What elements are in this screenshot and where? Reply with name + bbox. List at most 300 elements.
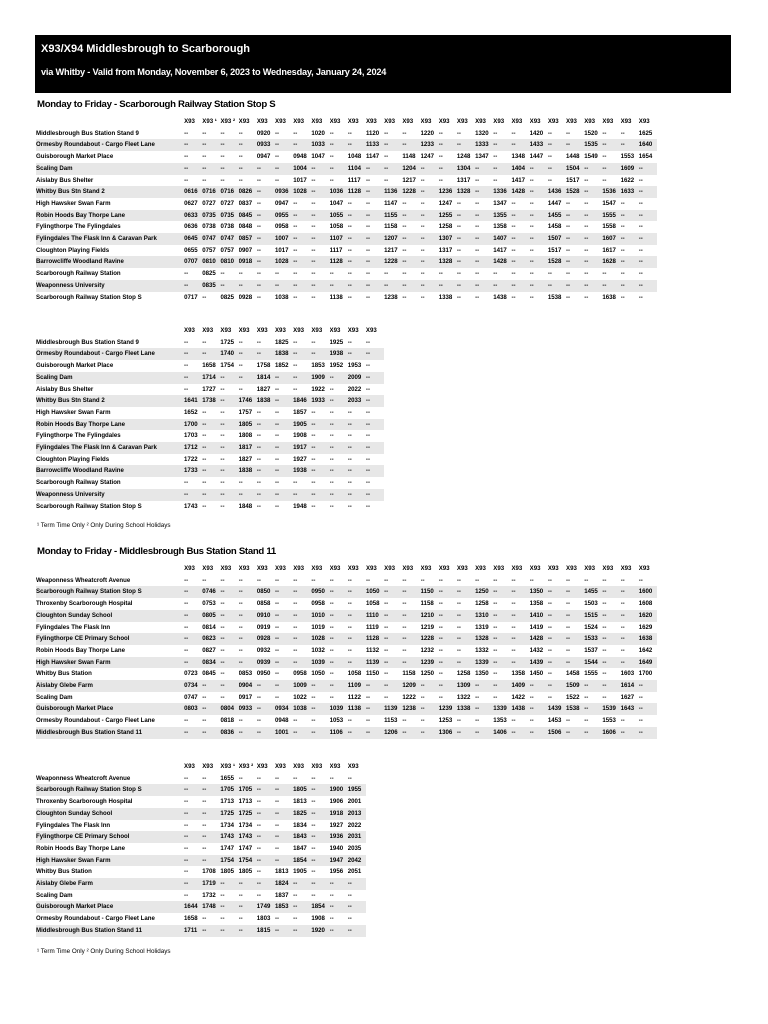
departure-time: 1258 bbox=[438, 223, 453, 231]
stop-name: Weaponness Wheatcroft Avenue bbox=[36, 576, 131, 584]
stop-name: Scaling Dam bbox=[36, 891, 73, 899]
timetable-row bbox=[36, 645, 657, 657]
departure-time: -- bbox=[584, 280, 602, 292]
departure-time: 0933 bbox=[239, 703, 257, 715]
departure-time: -- bbox=[311, 233, 329, 245]
departure-time: -- bbox=[621, 210, 639, 222]
departure-time: -- bbox=[365, 693, 370, 701]
departure-time: -- bbox=[293, 727, 311, 739]
departure-time: 1417 bbox=[511, 176, 525, 184]
departure-time: -- bbox=[293, 657, 311, 669]
departure-time: 1805 bbox=[238, 868, 253, 876]
departure-time: -- bbox=[329, 153, 334, 161]
stop-name: Cloughton Sunday School bbox=[36, 610, 184, 622]
departure-time: -- bbox=[457, 586, 475, 598]
departure-time: 1447 bbox=[529, 153, 544, 161]
stop-name: Fylingthorpe CE Primary School bbox=[36, 831, 184, 843]
departure-time: 1150 bbox=[421, 586, 439, 598]
departure-time: 1848 bbox=[238, 502, 253, 510]
stop-name: High Hawsker Swan Farm bbox=[36, 408, 111, 416]
departure-time: 0747 bbox=[202, 233, 220, 245]
departure-time: 2001 bbox=[347, 798, 362, 806]
departure-time: -- bbox=[220, 680, 238, 692]
departure-time: -- bbox=[475, 199, 480, 207]
departure-time: -- bbox=[202, 727, 220, 739]
stop-name: Guisborough Market Place bbox=[36, 153, 114, 161]
section-title-southbound: Monday to Friday - Scarborough Railway Station Stop S bbox=[37, 99, 276, 110]
departure-time: 1109 bbox=[348, 680, 366, 692]
departure-time: 0919 bbox=[256, 623, 271, 631]
departure-time: -- bbox=[347, 129, 352, 137]
departure-time: -- bbox=[402, 610, 420, 622]
route-number-header: X93 bbox=[275, 563, 293, 575]
departure-time: -- bbox=[257, 784, 275, 796]
departure-time: -- bbox=[638, 293, 643, 301]
departure-time: -- bbox=[256, 502, 261, 510]
departure-time: -- bbox=[184, 855, 202, 867]
departure-time: -- bbox=[202, 784, 220, 796]
timetable-row bbox=[36, 477, 384, 489]
departure-time: -- bbox=[529, 223, 534, 231]
departure-time: -- bbox=[456, 646, 461, 654]
departure-time: -- bbox=[511, 129, 516, 137]
departure-time: -- bbox=[421, 280, 439, 292]
departure-time: 1455 bbox=[584, 586, 602, 598]
departure-time: -- bbox=[366, 210, 384, 222]
departure-time: -- bbox=[438, 600, 443, 608]
departure-time: -- bbox=[602, 586, 620, 598]
departure-time: -- bbox=[238, 479, 243, 487]
departure-time: 1110 bbox=[366, 610, 384, 622]
departure-time: -- bbox=[547, 576, 552, 584]
departure-time: 0932 bbox=[256, 646, 271, 654]
departure-time: 0747 bbox=[220, 233, 238, 245]
departure-time: 1158 bbox=[402, 670, 416, 678]
departure-time: -- bbox=[347, 774, 352, 782]
stop-name: Fylingdales The Flask Inn bbox=[36, 623, 111, 631]
departure-time: -- bbox=[311, 844, 316, 852]
departure-time: -- bbox=[220, 925, 238, 937]
departure-time: 1533 bbox=[584, 633, 602, 645]
departure-time: 1908 bbox=[293, 432, 307, 440]
timetable-row bbox=[36, 163, 657, 175]
departure-time: -- bbox=[184, 176, 189, 184]
departure-time: -- bbox=[256, 693, 261, 701]
departure-time: 1058 bbox=[329, 223, 344, 231]
departure-time: -- bbox=[402, 233, 420, 245]
departure-time: 2042 bbox=[348, 855, 366, 867]
departure-time: 1236 bbox=[439, 186, 457, 198]
departure-time: 0939 bbox=[257, 657, 275, 669]
departure-time: -- bbox=[184, 808, 202, 820]
departure-time: -- bbox=[547, 623, 552, 631]
departure-time: -- bbox=[275, 784, 293, 796]
stop-column-header bbox=[36, 761, 184, 773]
departure-time: -- bbox=[238, 270, 243, 278]
departure-time: -- bbox=[220, 176, 225, 184]
departure-time: 1547 bbox=[602, 199, 616, 207]
departure-time: 1139 bbox=[384, 703, 402, 715]
timetable-northbound-evening bbox=[36, 761, 366, 937]
departure-time: -- bbox=[329, 385, 334, 393]
timetable-row bbox=[36, 773, 366, 785]
timetable-row bbox=[36, 198, 657, 210]
stop-name: Scarborough Railway Station Stop S bbox=[36, 784, 184, 796]
departure-time: -- bbox=[621, 233, 639, 245]
departure-time: -- bbox=[602, 280, 620, 292]
departure-time: 1705 bbox=[220, 784, 238, 796]
departure-time: -- bbox=[456, 293, 461, 301]
departure-time: -- bbox=[548, 280, 566, 292]
departure-time: -- bbox=[274, 479, 280, 487]
departure-time: 0918 bbox=[239, 256, 257, 268]
departure-time: -- bbox=[293, 223, 298, 231]
route-number-header: X93 bbox=[584, 563, 602, 575]
departure-time: -- bbox=[293, 256, 311, 268]
departure-time: 1428 bbox=[511, 186, 529, 198]
departure-time: 1147 bbox=[384, 199, 398, 207]
departure-time: 0955 bbox=[275, 210, 293, 222]
departure-time: 1503 bbox=[584, 600, 598, 608]
timetable-row bbox=[36, 878, 366, 890]
departure-time: 1417 bbox=[493, 246, 507, 254]
departure-time: 1119 bbox=[365, 623, 379, 631]
stop-name: Barrowcliffe Woodland Ravine bbox=[36, 465, 184, 477]
departure-time: 1358 bbox=[511, 670, 525, 678]
departure-time: -- bbox=[275, 925, 293, 937]
departure-time: -- bbox=[456, 576, 461, 584]
departure-time: -- bbox=[529, 199, 534, 207]
route-number-header: X93 bbox=[257, 116, 275, 128]
route-number-header: X93 bbox=[384, 563, 402, 575]
departure-time: -- bbox=[347, 600, 352, 608]
departure-time: -- bbox=[438, 270, 443, 278]
route-number-header: X93 bbox=[366, 325, 384, 337]
departure-time: -- bbox=[475, 176, 480, 184]
departure-time: 1644 bbox=[184, 901, 202, 913]
departure-time: -- bbox=[547, 600, 552, 608]
departure-time: -- bbox=[456, 223, 461, 231]
departure-time: -- bbox=[239, 372, 257, 384]
departure-time: -- bbox=[220, 479, 225, 487]
departure-time: -- bbox=[293, 139, 311, 151]
departure-time: -- bbox=[420, 293, 425, 301]
departure-time: 1603 bbox=[620, 670, 635, 678]
departure-time: -- bbox=[275, 633, 293, 645]
departure-time: 1017 bbox=[293, 176, 307, 184]
departure-time: 1700 bbox=[638, 670, 653, 678]
departure-time: -- bbox=[584, 163, 602, 175]
departure-time: -- bbox=[330, 395, 348, 407]
route-number-header: X93 bbox=[621, 116, 639, 128]
stop-name: Robin Hoods Bay Thorpe Lane bbox=[36, 646, 126, 654]
departure-time: 0950 bbox=[311, 586, 329, 598]
departure-time: -- bbox=[439, 139, 457, 151]
departure-time: 1633 bbox=[621, 186, 639, 198]
departure-time: -- bbox=[330, 442, 348, 454]
departure-time: -- bbox=[511, 270, 516, 278]
departure-time: 1952 bbox=[329, 362, 344, 370]
stop-name: Aislaby Glebe Farm bbox=[36, 680, 184, 692]
departure-time: 1350 bbox=[530, 586, 548, 598]
departure-time: -- bbox=[330, 489, 348, 501]
departure-time: -- bbox=[602, 670, 607, 678]
departure-time: -- bbox=[584, 703, 602, 715]
departure-time: -- bbox=[511, 610, 529, 622]
departure-time: 1317 bbox=[438, 246, 453, 254]
departure-time: -- bbox=[457, 256, 475, 268]
departure-time: -- bbox=[529, 293, 534, 301]
departure-time: -- bbox=[202, 925, 220, 937]
timetable-row bbox=[36, 360, 384, 372]
departure-time: -- bbox=[239, 727, 257, 739]
timetable-row bbox=[36, 372, 384, 384]
departure-time: -- bbox=[566, 280, 584, 292]
departure-time: 1307 bbox=[439, 233, 457, 245]
departure-time: -- bbox=[256, 432, 261, 440]
departure-time: 1754 bbox=[220, 362, 234, 370]
departure-time: -- bbox=[202, 798, 207, 806]
departure-time: 1438 bbox=[511, 703, 529, 715]
departure-time: -- bbox=[584, 223, 589, 231]
departure-time: 1743 bbox=[184, 502, 198, 510]
departure-time: -- bbox=[293, 338, 298, 346]
departure-time: -- bbox=[602, 633, 620, 645]
timetable-row bbox=[36, 245, 657, 257]
departure-time: 1017 bbox=[275, 246, 289, 254]
departure-time: -- bbox=[202, 176, 207, 184]
departure-time: -- bbox=[311, 256, 329, 268]
departure-time: -- bbox=[274, 821, 280, 829]
departure-time: -- bbox=[275, 419, 293, 431]
departure-time: -- bbox=[620, 623, 625, 631]
departure-time: -- bbox=[384, 129, 389, 137]
departure-time: 1432 bbox=[529, 646, 544, 654]
departure-time: 1838 bbox=[257, 395, 275, 407]
departure-time: 1158 bbox=[384, 223, 398, 231]
departure-time: -- bbox=[620, 223, 625, 231]
departure-time: -- bbox=[275, 395, 293, 407]
stop-name: Fylingdales The Flask Inn & Caravan Park bbox=[36, 233, 184, 245]
departure-time: -- bbox=[184, 844, 189, 852]
timetable-row bbox=[36, 489, 384, 501]
departure-time: -- bbox=[365, 385, 370, 393]
departure-time: 1725 bbox=[220, 338, 234, 346]
departure-time: 1748 bbox=[202, 901, 220, 913]
departure-time: 1228 bbox=[384, 256, 402, 268]
route-number-header: X93 bbox=[566, 563, 584, 575]
route-number-header: X93 bbox=[475, 563, 493, 575]
departure-time: -- bbox=[439, 163, 457, 175]
departure-time: -- bbox=[202, 576, 207, 584]
departure-time: 1837 bbox=[274, 891, 289, 899]
timetable-row bbox=[36, 820, 366, 832]
departure-time: -- bbox=[311, 808, 329, 820]
departure-time: 0735 bbox=[220, 210, 238, 222]
departure-time: -- bbox=[311, 186, 329, 198]
departure-time: -- bbox=[311, 408, 316, 416]
departure-time: -- bbox=[202, 693, 207, 701]
route-number-header: X93 bbox=[293, 761, 311, 773]
departure-time: -- bbox=[257, 442, 275, 454]
departure-time: 1010 bbox=[311, 610, 329, 622]
departure-time: -- bbox=[329, 455, 334, 463]
route-number-header: X93 bbox=[311, 325, 329, 337]
route-number-header: X93 bbox=[293, 116, 311, 128]
departure-time: -- bbox=[184, 798, 189, 806]
departure-time: 0858 bbox=[256, 600, 271, 608]
departure-time: -- bbox=[275, 129, 280, 137]
departure-time: -- bbox=[584, 246, 589, 254]
departure-time: -- bbox=[366, 489, 384, 501]
departure-time: 1725 bbox=[239, 808, 257, 820]
departure-time: 1528 bbox=[566, 186, 584, 198]
departure-time: -- bbox=[639, 680, 657, 692]
departure-time: -- bbox=[184, 657, 202, 669]
departure-time: 1817 bbox=[239, 442, 257, 454]
departure-time: -- bbox=[202, 455, 207, 463]
departure-time: 1106 bbox=[330, 727, 348, 739]
departure-time: -- bbox=[402, 129, 407, 137]
departure-time: 1614 bbox=[621, 680, 639, 692]
departure-time: -- bbox=[257, 163, 275, 175]
departure-time: -- bbox=[257, 808, 275, 820]
timetable-row bbox=[36, 843, 366, 855]
departure-time: -- bbox=[293, 891, 298, 899]
departure-time: -- bbox=[220, 670, 225, 678]
departure-time: -- bbox=[602, 623, 607, 631]
departure-time: -- bbox=[420, 576, 425, 584]
route-number-header: X93 bbox=[348, 761, 366, 773]
departure-time: -- bbox=[293, 385, 298, 393]
departure-time: -- bbox=[348, 610, 366, 622]
departure-time: -- bbox=[620, 293, 625, 301]
departure-time: -- bbox=[257, 256, 275, 268]
departure-time: -- bbox=[220, 455, 225, 463]
departure-time: 1740 bbox=[220, 348, 238, 360]
departure-time: 0928 bbox=[257, 633, 275, 645]
departure-time: -- bbox=[511, 657, 529, 669]
departure-time: 1953 bbox=[347, 362, 362, 370]
departure-time: 0958 bbox=[311, 600, 325, 608]
departure-time: -- bbox=[402, 210, 420, 222]
departure-time: 0805 bbox=[202, 610, 220, 622]
departure-time: -- bbox=[566, 256, 584, 268]
departure-time: -- bbox=[275, 646, 280, 654]
departure-time: 1506 bbox=[548, 727, 566, 739]
departure-time: 1332 bbox=[475, 646, 489, 654]
departure-time: 2031 bbox=[348, 831, 366, 843]
departure-time: 1846 bbox=[293, 395, 311, 407]
departure-time: -- bbox=[602, 139, 620, 151]
departure-time: 1407 bbox=[493, 233, 511, 245]
departure-time: -- bbox=[311, 280, 329, 292]
departure-time: -- bbox=[475, 163, 493, 175]
page-subtitle: via Whitby - Valid from Monday, November 6, 2023 to Wednesday, January 24, 2024 bbox=[41, 67, 387, 77]
departure-time: 1852 bbox=[274, 362, 289, 370]
departure-time: -- bbox=[402, 139, 420, 151]
departure-time: -- bbox=[293, 586, 311, 598]
departure-time: 1925 bbox=[329, 338, 344, 346]
departure-time: 1805 bbox=[239, 419, 257, 431]
departure-time: 0845 bbox=[239, 210, 257, 222]
timetable-row bbox=[36, 348, 384, 360]
departure-time: -- bbox=[347, 246, 352, 254]
departure-time: -- bbox=[220, 646, 225, 654]
departure-time: 0804 bbox=[220, 703, 238, 715]
departure-time: -- bbox=[184, 348, 202, 360]
departure-time: -- bbox=[311, 727, 329, 739]
departure-time: 1609 bbox=[621, 163, 639, 175]
departure-time: -- bbox=[348, 727, 366, 739]
departure-time: 0835 bbox=[202, 280, 220, 292]
departure-time: -- bbox=[456, 717, 461, 725]
departure-time: 1642 bbox=[638, 646, 653, 654]
departure-time: 0825 bbox=[220, 293, 234, 301]
departure-time: -- bbox=[329, 693, 334, 701]
departure-time: 1528 bbox=[548, 256, 566, 268]
stop-name: Robin Hoods Bay Thorpe Lane bbox=[36, 210, 184, 222]
departure-time: 0738 bbox=[220, 223, 234, 231]
departure-time: -- bbox=[257, 680, 275, 692]
timetable-southbound-evening bbox=[36, 325, 384, 512]
departure-time: 1906 bbox=[329, 798, 344, 806]
departure-time: 1404 bbox=[511, 163, 529, 175]
departure-time: -- bbox=[220, 693, 225, 701]
timetable-row bbox=[36, 901, 366, 913]
departure-time: -- bbox=[620, 576, 625, 584]
departure-time: 1708 bbox=[202, 868, 216, 876]
departure-time: -- bbox=[293, 489, 311, 501]
departure-time: 1555 bbox=[584, 670, 598, 678]
departure-time: -- bbox=[274, 774, 280, 782]
departure-time: 1536 bbox=[602, 186, 620, 198]
departure-time: 1204 bbox=[402, 163, 420, 175]
departure-time: -- bbox=[220, 270, 225, 278]
departure-time: 1927 bbox=[293, 455, 307, 463]
timetable-row bbox=[36, 668, 657, 680]
departure-time: 1517 bbox=[547, 246, 562, 254]
departure-time: -- bbox=[329, 915, 334, 923]
departure-time: -- bbox=[330, 163, 348, 175]
departure-time: -- bbox=[293, 925, 311, 937]
departure-time: -- bbox=[184, 774, 189, 782]
route-number-header: X93 bbox=[275, 325, 293, 337]
departure-time: 1555 bbox=[602, 210, 620, 222]
timetable-row bbox=[36, 256, 657, 268]
departure-time: -- bbox=[566, 270, 571, 278]
departure-time: -- bbox=[365, 270, 370, 278]
departure-time: -- bbox=[475, 727, 493, 739]
departure-time: 0757 bbox=[220, 246, 234, 254]
departure-time: -- bbox=[511, 717, 516, 725]
departure-time: -- bbox=[384, 657, 402, 669]
departure-time: 1522 bbox=[566, 693, 580, 701]
departure-time: -- bbox=[348, 657, 366, 669]
departure-time: -- bbox=[584, 717, 589, 725]
route-number-header: X93 bbox=[184, 116, 202, 128]
route-number-header: X93 bbox=[493, 563, 511, 575]
departure-time: -- bbox=[584, 680, 602, 692]
departure-time: -- bbox=[257, 727, 275, 739]
timetable-row bbox=[36, 128, 657, 140]
departure-time: -- bbox=[402, 717, 407, 725]
departure-time: 1743 bbox=[239, 831, 257, 843]
departure-time: 1803 bbox=[256, 915, 271, 923]
departure-time: 0827 bbox=[202, 646, 216, 654]
departure-time: -- bbox=[638, 199, 643, 207]
departure-time: -- bbox=[220, 129, 225, 137]
